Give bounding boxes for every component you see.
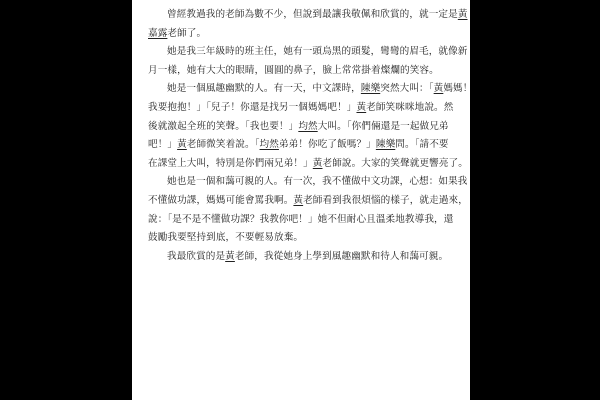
text-run: 我要抱抱！」「兒子！你還是找另一個媽媽吧！」 xyxy=(148,101,357,113)
text-run: 她是我三年級時的班主任，她有一頭烏黑的頭髮，彎彎的眉毛，就像新 xyxy=(167,46,468,58)
text-run: 她也是一個和藹可親的人。有一次，我不懂做中文功課，心想：如果我 xyxy=(167,176,468,188)
text-line xyxy=(148,211,470,230)
text-run: 老師笑咪咪地說。然 xyxy=(366,101,454,113)
proper-name: 均然 xyxy=(298,120,318,132)
text-run: 問。「請不要 xyxy=(395,139,449,151)
proper-name: 陳樂 xyxy=(360,83,381,95)
text-line xyxy=(148,229,470,248)
text-run: 突然大叫：「 xyxy=(380,83,434,95)
proper-name: 均然 xyxy=(259,139,279,151)
text-run: 後就激起全班的笑聲。「我也要！」 xyxy=(148,120,299,132)
text-run: 曾經教過我的老師為數不少，但說到最讓我敬佩和欣賞的，就一定是 xyxy=(167,9,458,20)
text-line xyxy=(148,99,470,118)
text-line xyxy=(148,62,470,81)
text-run: 弟弟！你吃了飯嗎？」 xyxy=(278,139,376,151)
text-run: 老師微笑着說。「 xyxy=(186,139,260,151)
text-run: 大叫。「你們倆還是一起做兄弟 xyxy=(317,120,449,132)
text-line xyxy=(148,118,470,137)
proper-name: 陳樂 xyxy=(375,139,396,151)
text-run: 吧！」 xyxy=(148,139,178,151)
text-line xyxy=(148,173,470,192)
text-run: 老師，我從她身上學到風趣幽默和待人和藹可親。 xyxy=(234,250,449,262)
text-run: 說：「是不是不懂做功課？我教你吧！」她不但耐心且溫柔地教導我，還 xyxy=(148,213,454,225)
proper-name: 黃 xyxy=(433,83,444,95)
text-run: 不懂做功課，媽媽可能會罵我啊。 xyxy=(148,194,294,206)
text-line xyxy=(148,80,473,99)
proper-name: 黃 xyxy=(225,250,235,262)
essay-paragraph xyxy=(148,80,473,173)
proper-name: 嘉露 xyxy=(148,27,168,39)
text-line xyxy=(148,248,470,267)
text-run: 月一樣，她有大大的眼睛，圓圓的鼻子，臉上常常掛着燦爛的笑容。 xyxy=(148,64,439,76)
text-run: 老師說。大家的笑聲就更響亮了。 xyxy=(322,157,468,169)
essay-paragraph xyxy=(148,248,470,267)
essay-paragraph xyxy=(148,6,470,43)
text-run: 在課堂上大叫，特別是你們兩兄弟！」 xyxy=(148,157,313,169)
text-line xyxy=(148,43,470,62)
text-run: 她是一個風趣幽默的人。有一天，中文課時， xyxy=(167,83,361,95)
text-line xyxy=(148,136,470,155)
text-line xyxy=(148,25,470,44)
proper-name: 黃 xyxy=(356,101,367,113)
text-line xyxy=(148,155,470,174)
text-line xyxy=(148,6,470,25)
essay-paragraph xyxy=(148,43,470,80)
text-run: 老師看到我很煩惱的樣子，就走過來， xyxy=(303,194,468,206)
proper-name: 黃 xyxy=(312,157,323,169)
text-run: 老師了。 xyxy=(167,27,207,39)
proper-name: 黃 xyxy=(177,139,187,151)
proper-name: 黃 xyxy=(293,194,304,206)
text-line xyxy=(148,192,470,211)
essay-paragraph xyxy=(148,173,470,247)
document-page xyxy=(132,0,473,400)
proper-name: 黃 xyxy=(457,9,468,20)
text-run: 媽媽！ xyxy=(443,83,473,95)
text-run: 我最欣賞的是 xyxy=(167,250,226,262)
text-run: 鼓勵我要堅持到底，不要輕易放棄。 xyxy=(148,232,304,244)
